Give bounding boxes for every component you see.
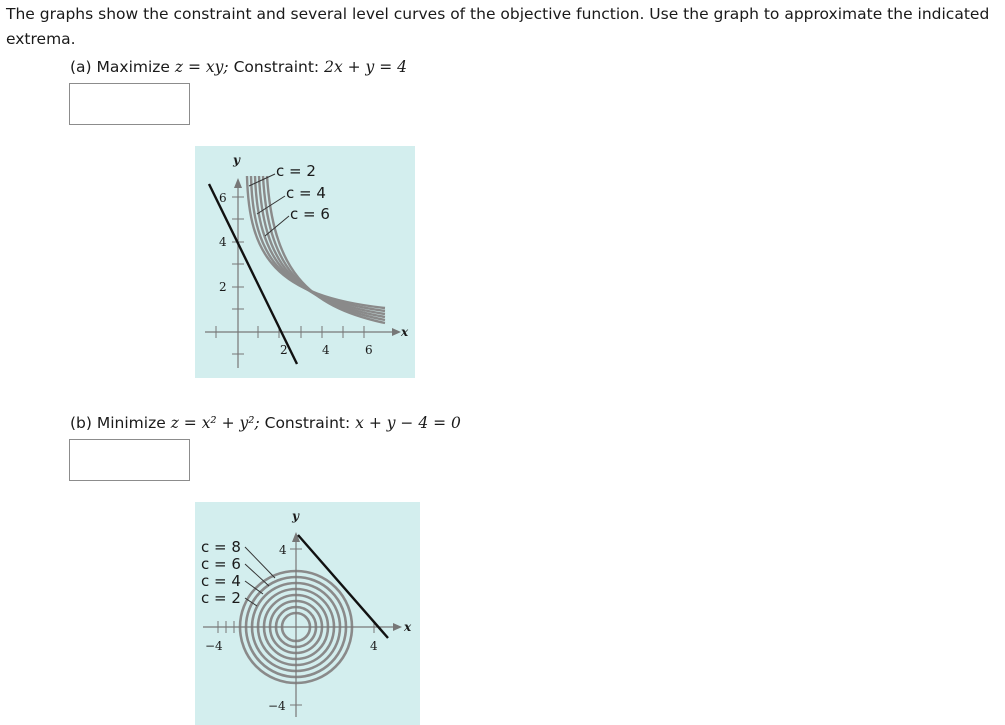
part-a-answer-input[interactable] (69, 83, 190, 125)
part-b-graph (195, 502, 420, 725)
part-b-answer-input[interactable] (69, 439, 190, 481)
part-a-prompt (70, 58, 407, 76)
part-a-y-tick-2: 2 (219, 280, 227, 294)
part-a-graph-background (195, 146, 415, 378)
part-b-y-tick-neg4: −4 (268, 699, 286, 713)
level-label-c6: c = 6 (290, 205, 330, 223)
part-b-graph-background (195, 502, 420, 725)
part-b-constraint: x + y − 4 = 0 (355, 414, 461, 432)
level-label-c2: c = 2 (276, 162, 316, 180)
part-a-y-tick-6: 6 (219, 191, 227, 205)
part-b-x-axis-label: x (404, 620, 412, 634)
part-a-x-tick-4: 4 (322, 343, 330, 357)
part-b-graph-svg (195, 502, 420, 725)
part-a-x-axis-label: x (401, 325, 409, 339)
level-label-c6: c = 6 (201, 555, 241, 573)
part-a-x-tick-2: 2 (280, 343, 288, 357)
part-b-objective: z = x² + y²; (170, 414, 260, 432)
part-a-y-tick-4: 4 (219, 235, 227, 249)
part-a-y-axis-label: y (233, 153, 240, 167)
part-b-y-tick-4: 4 (279, 543, 287, 557)
part-b-constraint-label: Constraint: (264, 414, 351, 432)
part-b-x-tick-neg4: −4 (205, 639, 223, 653)
level-label-c8: c = 8 (201, 538, 241, 556)
part-b-prompt (70, 414, 461, 432)
part-a-objective: z = xy; (174, 58, 229, 76)
part-b-label: (b) Minimize (70, 414, 166, 432)
level-label-c2: c = 2 (201, 589, 241, 607)
part-a-constraint-label: Constraint: (233, 58, 320, 76)
part-b-x-tick-4: 4 (370, 639, 378, 653)
part-a-x-tick-6: 6 (365, 343, 373, 357)
part-a-graph-svg (195, 146, 415, 378)
level-label-c4: c = 4 (201, 572, 241, 590)
part-b-y-axis-label: y (292, 509, 299, 523)
part-a-constraint: 2x + y = 4 (324, 58, 407, 76)
instructions-text: The graphs show the constraint and several level curves of the objective function. Use the graph to approximate the indicated extrema. (6, 5, 990, 48)
part-a-label: (a) Maximize (70, 58, 170, 76)
level-label-c4: c = 4 (286, 184, 326, 202)
part-a-graph (195, 146, 415, 378)
